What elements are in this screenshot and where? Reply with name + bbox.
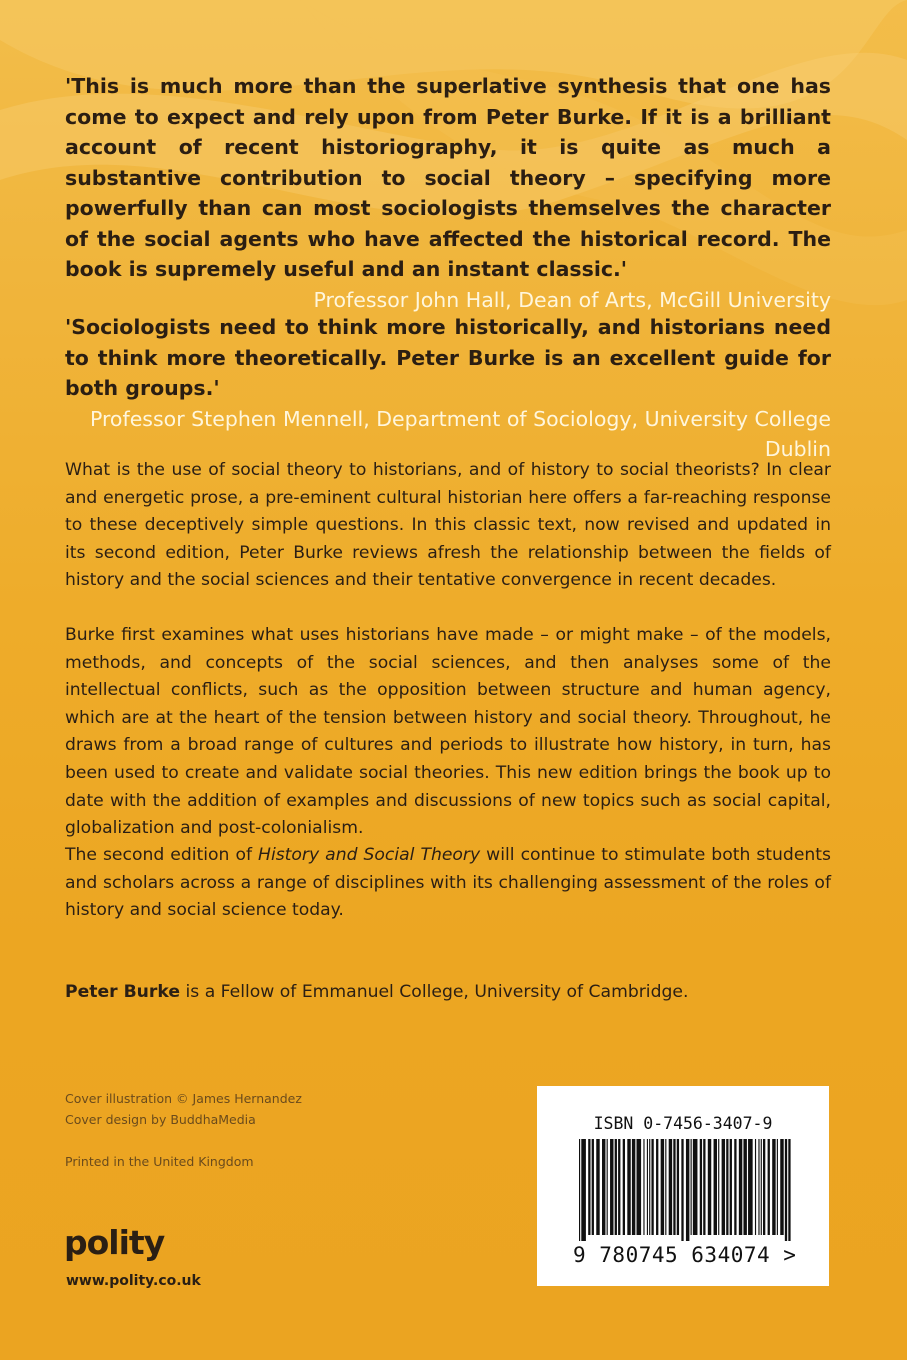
barcode-bar xyxy=(627,1139,630,1235)
design-credit: Cover design by BuddhaMedia xyxy=(65,1112,256,1127)
barcode-bar xyxy=(596,1139,599,1235)
barcode-bar xyxy=(637,1139,642,1235)
barcode-bar xyxy=(623,1139,625,1235)
barcode-bar xyxy=(703,1139,705,1235)
barcode-bar xyxy=(722,1139,725,1235)
barcode-bar xyxy=(693,1139,698,1235)
barcode-bar xyxy=(607,1139,608,1235)
barcode-bar xyxy=(686,1139,689,1241)
barcode-bar xyxy=(602,1139,605,1235)
barcode-bar xyxy=(656,1139,658,1235)
quote-text: 'This is much more than the superlative synthesis that one has come to expect and rely upon from Peter Burke. If it is a brilliant account of recent historiography, it is quite as much a substantive contribution to social theory – specifying more powerfully than can most sociologists themselves the character of the social agents who have affected the historical record. The book is supremely useful and an instant classic.' xyxy=(65,74,831,281)
book-title: History and Social Theory xyxy=(258,845,481,865)
quote-text: 'Sociologists need to think more historically, and historians need to think more theoretically. Peter Burke is an excellent guide for both groups.' xyxy=(65,315,831,400)
barcode-bar xyxy=(592,1139,594,1235)
barcode-bar xyxy=(743,1139,746,1235)
barcode-bar xyxy=(691,1139,692,1235)
cover-credits xyxy=(65,1088,302,1130)
barcode-bar xyxy=(581,1139,586,1241)
barcode-bar xyxy=(647,1139,648,1235)
barcode-bar xyxy=(772,1139,775,1235)
barcode-bar xyxy=(649,1139,650,1235)
barcode-bar xyxy=(643,1139,644,1235)
barcode-bar xyxy=(700,1139,702,1235)
barcode-bar xyxy=(777,1139,778,1235)
barcode-bar xyxy=(661,1139,664,1235)
quote-hall xyxy=(65,71,831,315)
barcode-bar xyxy=(618,1139,620,1235)
description-paragraph-3 xyxy=(65,842,831,925)
polity-logo: polity xyxy=(64,1223,165,1262)
barcode-bar xyxy=(610,1139,613,1235)
author-name: Peter Burke xyxy=(65,982,181,1002)
quote-mennell xyxy=(65,312,831,465)
quote-source: Professor John Hall, Dean of Arts, McGill University xyxy=(313,287,831,312)
barcode-panel xyxy=(537,1086,829,1286)
barcode-bar xyxy=(755,1139,756,1235)
barcode-bar xyxy=(734,1139,736,1235)
barcode-bar xyxy=(758,1139,759,1235)
barcode-bar xyxy=(615,1139,617,1235)
barcode-bar xyxy=(788,1139,790,1241)
barcode-bar xyxy=(768,1139,770,1235)
author-bio-text: is a Fellow of Emmanuel College, University of Cambridge. xyxy=(180,982,689,1002)
barcode-bar xyxy=(785,1139,787,1241)
barcode-bar xyxy=(677,1139,679,1235)
barcode-bar xyxy=(748,1139,753,1235)
barcode-bars xyxy=(577,1139,792,1241)
description-text: The second edition of xyxy=(65,845,259,865)
barcode-bar xyxy=(718,1139,719,1235)
isbn-label: ISBN 0-7456-3407-9 xyxy=(593,1114,773,1133)
barcode-bar xyxy=(681,1139,683,1241)
description-paragraph-2: Burke first examines what uses historians have made – or might make – of the models, methods, and concepts of the social sciences, and then analyses some of the intellectual conflicts, such as the opposition between structure and human agency, which are at the heart of the tension between history and social theory. Throughout, he draws from a broad range of cultures and periods to illustrate how history, in turn, has been used to create and validate social theories. This new edition brings the book up to date with the addition of examples and discussions of new topics such as social capital, globalization and post-colonialism. xyxy=(65,625,831,839)
barcode-bar xyxy=(632,1139,635,1235)
description-paragraph-1: What is the use of social theory to historians, and of history to social theorists? In clear and energetic prose, a pre-eminent cultural historian here offers a far-reaching response to these deceptively simple questions. In this classic text, now revised and updated in its second edition, Peter Burke reviews afresh the relationship between the fields of history and the social sciences and their tentative convergence in recent decades. xyxy=(65,460,831,591)
barcode-bar xyxy=(588,1139,590,1235)
barcode-bar xyxy=(726,1139,728,1235)
ean-digits: 9 780745 634074 > xyxy=(573,1243,797,1267)
barcode-bar xyxy=(714,1139,717,1235)
description-text: will continue to stimulate both students and scholars across a range of disciplines with its challenging assessment of the roles of history and social science today. xyxy=(65,845,831,921)
publisher-url[interactable]: www.polity.co.uk xyxy=(66,1273,201,1289)
barcode-bar xyxy=(673,1139,675,1235)
printed-note: Printed in the United Kingdom xyxy=(65,1154,254,1169)
barcode-bar xyxy=(739,1139,742,1235)
quote-source: Professor Stephen Mennell, Department of Sociology, University College Dublin xyxy=(89,406,831,461)
barcode-bar xyxy=(761,1139,762,1235)
barcode-bar xyxy=(651,1139,653,1235)
illustration-credit: Cover illustration © James Hernandez xyxy=(65,1091,302,1106)
barcode-bar xyxy=(669,1139,672,1235)
barcode-bar xyxy=(708,1139,711,1235)
barcode-bar xyxy=(780,1139,783,1235)
barcode-bar xyxy=(665,1139,666,1235)
barcode-bar xyxy=(579,1139,580,1241)
author-bio xyxy=(65,979,688,1007)
barcode-bar xyxy=(763,1139,765,1235)
barcode-bar xyxy=(730,1139,732,1235)
